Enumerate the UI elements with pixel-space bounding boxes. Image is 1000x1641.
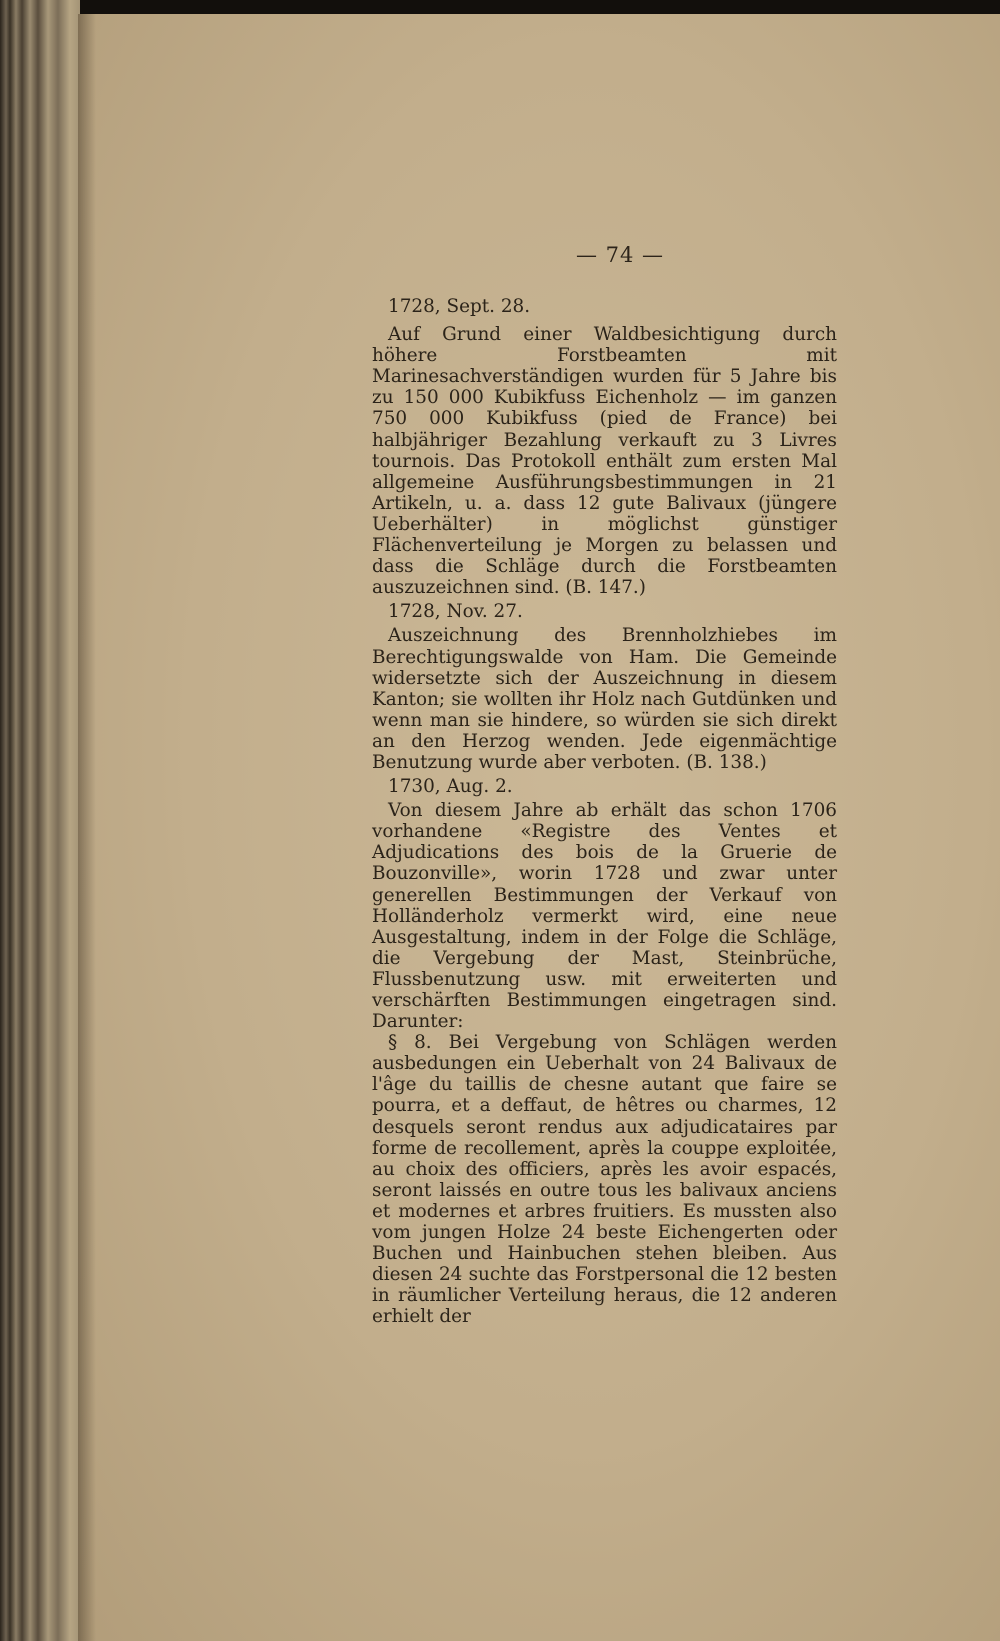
entry-date: 1728, Nov. 27. [388, 601, 523, 623]
page-number: — 74 — [575, 243, 665, 267]
entry-date: 1728, Sept. 28. [388, 296, 531, 317]
book-page-edges [0, 0, 80, 1641]
scan-top-border [0, 0, 1000, 14]
body-text [372, 296, 837, 1328]
entry-paragraph: Von diesem Jahre ab erhält das schon 1706 vorhandene «Registre des Ventes et Adjudications des bois de la Gruerie de Bouzonville», worin 1728 und zwar unter generellen Bestimmungen der Verkauf von Holländerholz vermerkt wird, eine neue Ausgestaltung, indem in der Folge die Schläge, die Vergebung der Mast, Steinbrüche, Flussbenutzung usw. mit erweiterten und verschärften Bestimmungen eingetragen sind. Darunter: [372, 800, 837, 1033]
gutter-shadow [78, 14, 96, 1641]
entry-date: 1730, Aug. 2. [388, 776, 513, 798]
regulation-paragraph: § 8. Bei Vergebung von Schlägen werden ausbedungen ein Ueberhalt von 24 Balivaux de l'âge du taillis de chesne autant que faire se pourra, et a deffaut, de hêtres ou charmes, 12 desquels seront rendus aux adjudicataires par forme de recollement, après la couppe exploitée, au choix des officiers, après les avoir espacés, seront laissés en outre tous les balivaux anciens et modernes et arbres fruitiers. Es mussten also vom jungen Holze 24 beste Eichengerten oder Buchen und Hainbuchen stehen bleiben. Aus diesen 24 suchte das Forstpersonal die 12 besten in räumlicher Verteilung heraus, die 12 anderen erhielt der [372, 1032, 837, 1328]
entry-paragraph: Auszeichnung des Brennholzhiebes im Berechtigungswalde von Ham. Die Gemeinde widersetzte sich der Auszeichnung in diesem Kanton; sie wollten ihr Holz nach Gutdünken und wenn man sie hindere, so würden sie sich direkt an den Herzog wenden. Jede eigenmächtige Benutzung wurde aber verboten. (B. 138.) [372, 625, 837, 773]
entry-paragraph: Auf Grund einer Waldbesichtigung durch höhere Forstbeamten mit Marinesachverständigen wurden für 5 Jahre bis zu 150 000 Kubikfuss Eichenholz — im ganzen 750 000 Kubikfuss (pied de France) bei halbjähriger Bezahlung verkauft zu 3 Livres tournois. Das Protokoll enthält zum ersten Mal allgemeine Ausführungsbestimmungen in 21 Artikeln, u. a. dass 12 gute Balivaux (jüngere Ueberhälter) in möglichst günstiger Flächenverteilung je Morgen zu belassen und dass die Schläge durch die Forstbeamten auszuzeichnen sind. (B. 147.) [372, 324, 837, 599]
